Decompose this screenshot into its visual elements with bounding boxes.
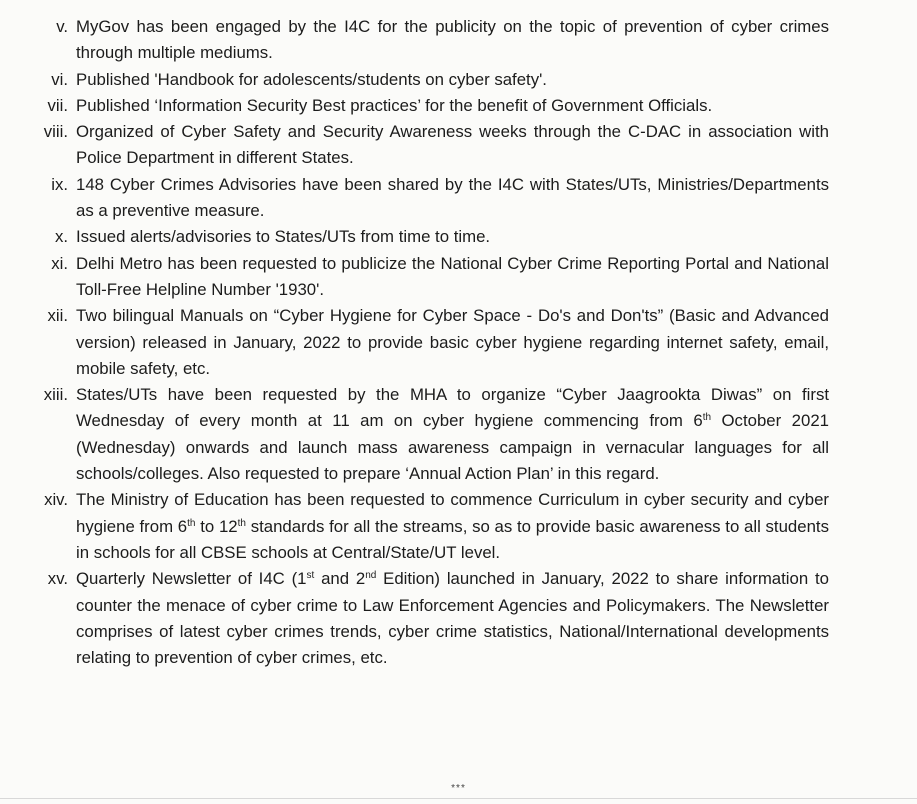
item-number: x.	[54, 227, 68, 247]
text-part: The Ministry of Education has been requested to commence Curriculum in cyber security and cyber hygiene from 6	[76, 490, 829, 536]
text-part: Quarterly Newsletter of I4C (1	[76, 569, 307, 589]
item-text: MyGov has been engaged by the I4C for the publicity on the topic of prevention of cyber crimes through multiple mediums.	[76, 17, 829, 63]
item-text: Issued alerts/advisories to States/UTs from time to time.	[76, 227, 491, 247]
list-item	[0, 224, 917, 250]
item-text	[76, 490, 829, 562]
text-part: standards for all the streams, so as to provide basic awareness to all students in schools for all CBSE schools at Central/State/UT level.	[76, 516, 829, 562]
item-number: xi.	[51, 253, 68, 273]
item-number: v.	[56, 17, 68, 36]
list-item	[0, 487, 917, 566]
item-text: Published ‘Information Security Best practices’ for the benefit of Government Officials.	[76, 95, 713, 115]
ordinal-suffix: st	[306, 570, 315, 582]
item-number: xiv.	[44, 490, 68, 510]
item-number: vii.	[47, 95, 68, 115]
text-part: States/UTs have been requested by the MHA to organize “Cyber Jaagrookta Diwas” on first Wednesday of every month at 11 am on cyber hygiene commencing from 6	[76, 385, 829, 431]
item-text: 148 Cyber Crimes Advisories have been shared by the I4C with States/UTs, Ministries/Departments as a preventive measure.	[76, 174, 829, 221]
list-item	[0, 172, 917, 225]
ordinal-suffix: nd	[365, 570, 377, 582]
item-text: Organized of Cyber Safety and Security Awareness weeks through the C-DAC in association with Police Department in different States.	[76, 122, 829, 168]
page-edge-divider	[0, 798, 917, 799]
item-number: viii.	[43, 122, 68, 142]
text-part: Edition) launched in January, 2022 to share information to counter the menace of cyber crime to Law Enforcement Agencies and Policymakers. The Newsletter comprises of latest cyber crimes trends, cyber crime statistics, National/International developments relating to prevention of cyber crimes, etc.	[76, 569, 829, 668]
item-text	[76, 569, 829, 667]
item-text: Published 'Handbook for adolescents/students on cyber safety'.	[76, 69, 547, 89]
list-item	[0, 303, 917, 382]
item-number: xiii.	[43, 385, 68, 405]
ordinal-suffix: th	[187, 517, 196, 529]
text-part: October 2021 (Wednesday) onwards and launch mass awareness campaign in vernacular languages for all schools/colleges. Also requested to prepare ‘Annual Action Plan’ in this regard.	[76, 411, 829, 484]
text-part: and 2	[314, 569, 366, 589]
item-text	[76, 385, 829, 483]
list-item	[0, 566, 917, 671]
list-item	[0, 382, 917, 487]
item-number: ix.	[51, 174, 68, 194]
item-text: Delhi Metro has been requested to publicize the National Cyber Crime Reporting Portal and National Toll-Free Helpline Number '1930'.	[76, 253, 829, 299]
measures-list	[0, 14, 917, 671]
list-item	[0, 119, 917, 172]
item-number: vi.	[51, 69, 68, 89]
end-mark: ***	[451, 783, 466, 794]
ordinal-suffix: th	[702, 412, 712, 424]
item-text: Two bilingual Manuals on “Cyber Hygiene for Cyber Space - Do's and Don'ts” (Basic and Advanced version) released in January, 2022 to provide basic cyber hygiene regarding internet safety, email, mobile safety, etc.	[76, 306, 829, 378]
item-number: xv.	[47, 569, 68, 589]
list-item	[0, 93, 917, 119]
list-item	[0, 67, 917, 93]
item-number: xii.	[47, 306, 68, 326]
text-part: to 12	[195, 516, 238, 536]
list-item	[0, 251, 917, 304]
ordinal-suffix: th	[237, 517, 246, 529]
list-item	[0, 14, 917, 67]
